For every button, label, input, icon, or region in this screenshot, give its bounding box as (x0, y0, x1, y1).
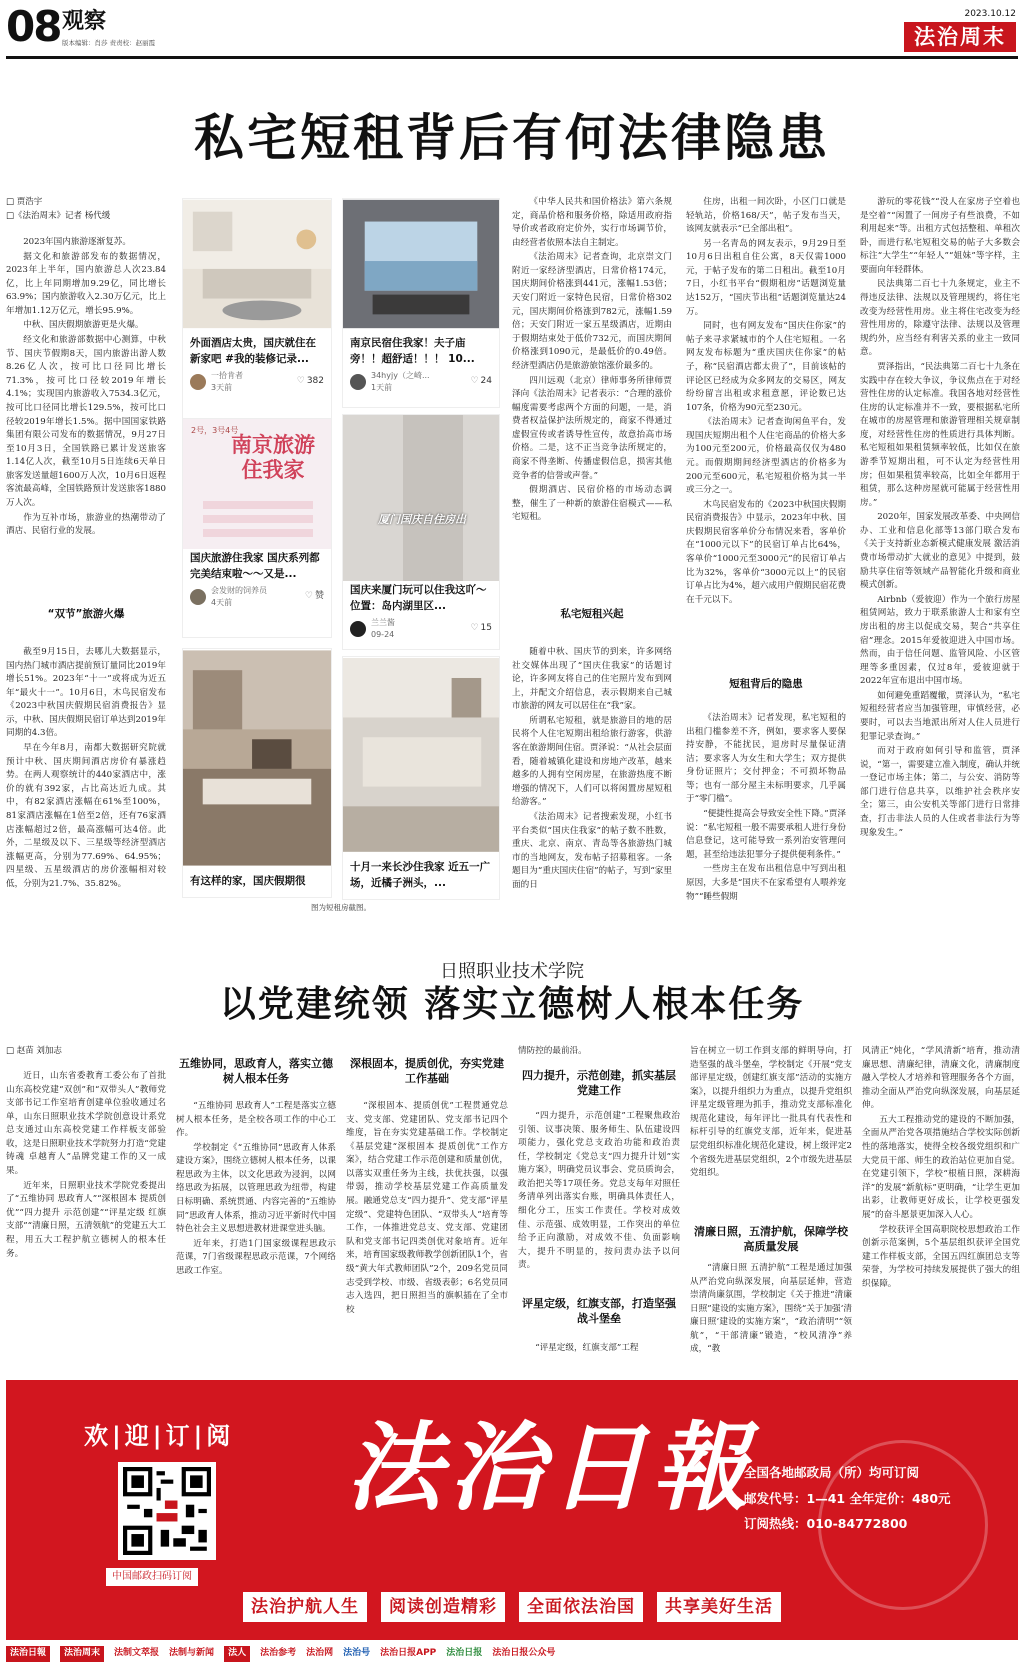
article2-title: 以党建统领 落实立德树人根本任务 (219, 983, 805, 1025)
subhead-four-abilities: 四力提升，示范创建，抓实基层党建工作 (522, 1069, 676, 1098)
article2-col6 (862, 1045, 1020, 1360)
post-title: 有这样的家，国庆假期很 (190, 875, 306, 888)
avatar (190, 374, 206, 390)
info-line: 全国各地邮政局（所）均可订阅 (744, 1465, 920, 1480)
brand-logo: 法治周末 (904, 22, 1016, 52)
paragraph: 中秋、国庆假期旅游更是火爆。 (23, 320, 144, 331)
article2-col4 (518, 1110, 680, 1278)
paragraph: 四川远观（北京）律师事务所律师贾泽向《法治周末》记者表示：“合理的涨价幅度需要考虑两个方面的问题，一是，消费者权益保护法所规定的，商家不得通过虚假宣传或者诱导性宣传，故意抬高市场价格。二是，这不正当竞争法所规定的，商家不得垄断、传播虚假信息，损害其他竞争者的信誉或声誉。” (512, 375, 672, 481)
footer-logo: 法制与新闻 (169, 1648, 215, 1659)
article2-col5b (690, 1262, 852, 1360)
post-user: 一拾肯者 (211, 370, 243, 380)
post-tile (182, 198, 332, 420)
paragraph: 近年来，打造1门国家级课程思政示范课，7门省级课程思政示范课，7个网络思政工作室。 (176, 1238, 336, 1276)
paragraph: 住房，出租一间次卧，小区门口就是轻轨站，价格168/天”，帖子发布当天，该网友就表示“已全部出租”。 (686, 197, 846, 235)
subhead-clean-rizhao: 清廉日照，五清护航，保障学校高质量发展 (694, 1225, 848, 1254)
ad-welcome: 欢|迎|订|阅 (84, 1422, 235, 1450)
footer-logo: 法治日报公众号 (492, 1648, 556, 1659)
post-tile (342, 414, 500, 650)
article1-col3 (512, 196, 672, 566)
paragraph: 近日，山东省委教育工委公布了首批山东高校党建“双创”和“双带头人”教师党支部书记工作室培育创建单位验收通过名单，山东日照职业技术学院创意设计系党总支通过山东高校党建工作样板支部验收，这是日照职业技术学院努力打造“党建铸魂 卓越育人”品牌党建工作的又一成果。 (6, 1071, 166, 1177)
article2-col3 (346, 1100, 508, 1360)
sea-view-photo (343, 199, 499, 329)
paragraph: 旨在树立一切工作到支部的鲜明导向，打造坚强的战斗堡垒，学校制定《开展“党支部评星定级，创建红旗支部”活动的实施方案》，以提升组织力为重点，以提升党组织评星定级管理为抓手，推动党支部标准化规范化建设，每年评比一批具有代表性和标杆引导的红旗党支部，近年来，促进基层党组织标准化规范化建设，树上级评定2个省级先进基层党组织，2个市级先进基层党组织。 (690, 1046, 852, 1179)
paragraph: 而对于政府如何引导和监管，贾泽说，“第一，需要建立准入制度，确认并统一登记市场主体；第二，与公安、消防等部门进行信息共享，以维护社会秩序安全；第三，由公安机关等部门进行日常排查，打击非法人员的人住或者非法行为等现象发生。” (860, 746, 1020, 838)
post-time: 09-24 (371, 629, 395, 639)
article2-col4-lead (518, 1045, 680, 1061)
info-line: 邮发代号：1—41 全年定价：480元 (744, 1490, 951, 1506)
like-count: ♡ 赞 (304, 590, 324, 601)
post-title: 南京民宿住我家！夫子庙旁！！超舒适！！！ 10... (350, 337, 475, 366)
paragraph: 五大工程推动党的建设的不断加强，全面从严治党各项措施结合学校实际创新性的落地落实，使得全校各级党组织和广大党员干部、师生的政治站位更加自觉。在党建引领下，学校“根植日照，深耕海洋”的发展“新航标”更明确，“让学生更加出彩，让教师更好成长，让学校更强发展”的奋斗愿景更加深入人心。 (862, 1114, 1020, 1220)
avatar (350, 621, 366, 637)
byline-line: □ 贾浩宇 (6, 197, 43, 207)
like-count: ♡ 382 (296, 376, 324, 387)
post-tile (342, 198, 500, 408)
article2-col5 (690, 1045, 852, 1223)
paragraph: 随着中秋、国庆节的到来，许多网络社交媒体出现了“国庆住我家”的话题讨论，许多网友将自己的住宅照片发布到网上，并配文介绍信息，表示假期来自己城市旅游的网友可以居住在“我”家。 (512, 647, 672, 712)
slogan-row (6, 1592, 1018, 1622)
paragraph: 《中华人民共和国价格法》第六条规定，商品价格和服务价格，除适用政府指导价或者政府定价外，实行市场调节价，由经营者依照本法自主制定。 (512, 197, 672, 248)
paragraph: “评星定级，红旗支部”工程 (535, 1343, 639, 1353)
article1-col1 (6, 236, 166, 578)
subhead-deep-roots: 深根固本，提质创优，夯实党建工作基础 (350, 1057, 504, 1086)
footer-logo: 法制文萃报 (114, 1648, 160, 1659)
article2-col1 (6, 1070, 166, 1360)
heart-icon: ♡ (470, 622, 479, 633)
footer-logo: 法治周末 (60, 1646, 104, 1662)
post-tile (182, 418, 332, 638)
post-title: 国庆来厦门玩可以住我这吖～ 位置：岛内湖里区... (350, 584, 487, 612)
article2-byline: □ 赵苗 刘加志 (6, 1046, 62, 1056)
post-title: 外面酒店太贵，国庆就住在新家吧 #我的装修记录... (190, 337, 316, 366)
heart-icon: ♡ (296, 376, 305, 387)
editor-credits: 版本编辑：肖莎 责责校：赵丽霞 (62, 39, 156, 47)
paragraph: 《法治周末》记者搜索发现，小红书平台类似“国庆住我家”的帖子数不胜数，重庆、北京、南京、青岛等各旅游热门城市的当地网友，发布帖子招募租客。一条题目为“重庆国庆住宿”的帖子，写到“家里面的日 (512, 811, 672, 890)
byline-line: □《法治周末》记者 杨代缓 (6, 210, 111, 221)
living-room-photo (183, 199, 331, 329)
footer-logo-strip (6, 1644, 1018, 1664)
paragraph: 2020年，国家发展改革委、中央网信办、工业和信息化部等13部门联合发布《关于支持新业态新模式健康发展 激活消费市场带动扩大就业的意见》中提到，鼓励共享住宿等领域产品智能化升级和商业模式创新。 (860, 512, 1020, 591)
paragraph: “清廉日照 五清护航”工程是通过加强从严治党向纵深发展，向基层延伸，营造崇清尚廉氛围，学校制定《关于推进“清廉日照”建设的实施方案》，围绕“关于加强‘清廉日照’建设的实施方案”，“政治清明”“领航”，“干部清廉”锻造，“校风清净”养成，“教 (690, 1263, 852, 1355)
page-number: 08 (6, 2, 61, 51)
poster-dates: 2号，3号4号 (191, 426, 239, 435)
footer-logo: 法人 (224, 1646, 250, 1662)
paragraph: 2023年国内旅游逐渐复苏。 (23, 237, 131, 247)
subhead-festival-travel: “双节”旅游火爆 (47, 608, 125, 620)
paragraph: 风清正”炖化，“学风清新”培育，推动清廉思想、清廉纪律，清廉文化，清廉制度融入学校人才培养和管理服务各个方面，推动全面从严治党向纵深发展，向基层延伸。 (862, 1046, 1020, 1111)
avatar (190, 589, 206, 605)
article2-col4b (518, 1342, 680, 1358)
footer-logo: 法治日报 (446, 1648, 483, 1659)
article1-col4 (686, 196, 846, 628)
paragraph: 据文化和旅游部发布的数据情况，2023年上半年，国内旅游总人次23.84亿，比上年同期增加9.29亿，同比增长63.9%；国内旅游收入2.30万亿元，比上年增加1.12万亿元，增长95.9%。 (6, 251, 166, 316)
article1-col5 (860, 196, 1020, 924)
photo-overlay-text: 厦门国庆自住房出 (378, 513, 466, 526)
paragraph: 另一名青岛的网友表示，9月29日至10月6日出租自住公寓，8天仅需1000元，于帖子发布的第二日租出。截至10月7日，小红书平台“假期租房”话题浏览量达152万，“国庆节出租”话题浏览量达24万。 (686, 238, 846, 317)
subhead-five-dimension: 五维协同，思政育人，落实立德树人根本任务 (179, 1057, 333, 1086)
article1-byline (6, 196, 166, 223)
info-line: 订阅热线：010-84772800 (744, 1516, 908, 1532)
paragraph: 木鸟民宿发布的《2023中秋国庆假期民宿消费报告》中显示，2023年中秋、国庆假期民宿客单价分布情况来看，客单价在“1000元以下”的民宿订单占比64%，客单价“1000元至3000元”的民宿订单占比为32%，客单价“3000元以上”的民宿订单占比为4%，超六成用户假期民宿花费在千元以下。 (686, 499, 846, 605)
paragraph: 近年来，日照职业技术学院党委提出了“五维协同 思政育人”“深根固本 提质创优”“四力提升 示范创建”“评星定级 红旗支部”“清廉日照，五清领航”的党建五大工程，用五大工程护航立德树人的根本任务。 (6, 1180, 166, 1259)
paragraph: 《法治周末》记者发现，私宅短租的出租门槛参差不齐，例如，要求客人要保持安静，不能扰民，退房时尽量保证清洁；要求客人为女生和大学生；双方提供身份证照片；交付押金；不可损坏物品等；也有一部分屋主未标明要求，几乎属于“零门槛”。 (686, 713, 846, 805)
article2-kicker: 日照职业技术学院 (440, 961, 584, 982)
heart-icon: ♡ (470, 376, 479, 387)
subhead-red-flag: 评星定级，红旗支部，打造坚强战斗堡垒 (522, 1297, 676, 1326)
post-user: 会发财的饲养员 (211, 585, 267, 595)
post-title: 国庆旅游住我家 国庆系列都完美结束啦～～又是... (190, 552, 320, 580)
article2-col2 (176, 1100, 336, 1360)
newspaper-logo: 法治日報 (346, 1411, 754, 1524)
post-meta (183, 585, 331, 610)
paragraph: 截至9月15日，去哪儿大数据显示，国内热门城市酒店提前预订量同比2019年增长51%。2023年“十一”或将成为近五年“最火十一”。10月6日，木鸟民宿发布《2023中秋国庆假期民宿消费报告》显示，中秋、国庆假期民宿订单达到2019年同期的4.3倍。 (6, 647, 166, 739)
footer-logo: 法治网 (306, 1648, 334, 1659)
paragraph: 一些房主在发布出租信息中写到出租原因，大多是“国庆不在家希望有人喂养宠物”“睡些假期 (686, 864, 846, 902)
slogan: 全面依法治国 (519, 1592, 643, 1622)
paragraph: Airbnb（爱彼迎）作为一个旅行房屋租赁网站，致力于联系旅游人士和家有空房出租的房主以促成交易，契合“共享住宿”理念。2015年爱彼迎进入中国市场。然而，由于信任问题、监管风险、小区管理等多重因素，仅过8年，爱彼迎就于2022年宣布退出中国市场。 (860, 594, 1020, 687)
changsha-room-photo (343, 657, 499, 853)
image-caption: 图为短租房截图。 (311, 903, 371, 912)
paragraph: 情防控的最前沿。 (518, 1046, 587, 1056)
slogan: 法治护航人生 (243, 1592, 367, 1622)
xiamen-room-photo (343, 415, 499, 581)
footer-logo: 法治日報 (6, 1646, 50, 1662)
paragraph: 贾泽指出，“民法典第二百七十九条在实践中存在较大争议，争议焦点在于对经营性住房的认定标准。我国各地对经营性住房的认定标准并不一致，要根据私宅所在城市的房屋管理和旅游管理相关规章制度，对经营性住房的性质进行具体判断。私宅短租如果租赁频率较低，比如仅在旅游季节短期出租，可不认定为经营性用房；但如果租赁率较高，比如全年都用于租赁，那么这种房屋就可能属于经营性用房。” (860, 361, 1020, 508)
article1-col3b (512, 646, 672, 922)
heart-icon: ♡ (304, 590, 313, 601)
paragraph: 学校制定《“五维协同”思政育人体系建设方案》，围绕立德树人根本任务，以课程思政为主体，以文化思政为浸润，以网络思政为拓展，以管理思政为纽带，构建日标明确、系统贯通、内容完善的“五维协同”思政育人体系，推动习近平新时代中国特色社会主义思想进教材进课堂进头脑。 (176, 1142, 336, 1235)
issue-date: 2023.10.12 (964, 9, 1016, 19)
slogan: 共享美好生活 (657, 1592, 781, 1622)
header-rule (6, 56, 1018, 59)
poster-title: 南京旅游住我家 (231, 433, 315, 483)
paragraph: 早在今年8月，南都大数据研究院就预计中秋、国庆期间酒店房价有暴涨趋势。在两人观察统计的440家酒店中，涨价的就有392家，占比高达近九成。其中，有82家酒店涨幅在61%至100%，81家酒店涨幅在1倍至2倍，还有76家酒店涨幅超过2倍，最高涨幅可达4倍。此外，二星级及以下、三星级等经济型酒店涨幅更高，分别为77.69%、64.95%；四星级、五星级酒店的房价涨幅相对较低，分别为21.7%、35.82%。 (6, 743, 166, 889)
subhead-hidden-risks: 短租背后的隐患 (729, 678, 803, 690)
article1-col1b (6, 646, 166, 926)
article1-title: 私宅短租背后有何法律隐患 (194, 108, 830, 167)
post-meta (343, 617, 499, 642)
paragraph: “便捷性提高会导致安全性下降。”贾泽说：“私宅短租一般不需要承租人进行身份信息登记，这可能导致一系列治安管理问题，甚至给违法犯罪分子提供便利条件。” (686, 809, 846, 860)
paragraph: “五维协同 思政育人”工程是落实立德树人根本任务，是全校各项工作的中心工作。 (176, 1101, 336, 1139)
paragraph: 假期酒店、民宿价格的市场动态调整，催生了一种新的旅游住宿模式——私宅短租。 (512, 485, 672, 523)
qr-label: 中国邮政扫码订阅 (106, 1568, 198, 1586)
paragraph: 经文化和旅游部数据中心测算，中秋节、国庆节假期8天，国内旅游出游人数8.26亿人次，按可比口径同比增长71.3%，按可比口径较2019年增长4.1%；实现国内旅游收入7534.3亿元，按可比口径同比增长129.5%，按可比口径较2019年增长1.5%。据中国国家铁路集团有限公司发布的数据情况，9月27日至10月3日，全国铁路已累计发送旅客1.14亿人次，截至10月5日连续6天单日旅客发送量超1600万人次，10月6日返程客流最高峰，全国铁路预计发送旅客1880万人次。 (6, 335, 166, 508)
paragraph: 作为互补市场，旅游业的热潮带动了酒店、民宿行业的发展。 (6, 512, 166, 537)
section-title: 观察 (62, 8, 107, 34)
paragraph: “四力提升，示范创建”工程聚焦政治引领、议事决策、服务师生、队伍建设四项能力，强化党总支政治功能和政治责任，学校制定《党总支“四力提升计划”实施方案》，明确党员议事会、党员质询会，政治把关等17项任务。党总支每年对照任务清单列出落实台账，明确具体责任人，细化分工，压实工作责任。学校对成效佳、示范强、成效明显，工作突出的单位给予正向激励，对成效不佳、负面影响大，提升不明显的，按问责办法予以问责。 (518, 1111, 680, 1271)
post-meta (183, 370, 331, 395)
subscription-info (744, 1460, 951, 1537)
qr-code-icon (123, 1467, 211, 1555)
post-tile (342, 656, 500, 900)
subscription-ad (6, 1380, 1018, 1640)
post-user: 34hyjy（之崎... (371, 370, 430, 380)
subhead-private-rental-rise: 私宅短租兴起 (560, 608, 624, 620)
paragraph: 学校获评全国高职院校思想政治工作创新示范案例，5个基层组织获评全国党建工作样板支部，全国五四红旗团总支等荣誉，为学校可持续发展提供了强大的组织保障。 (862, 1224, 1020, 1289)
slogan: 阅读创造精彩 (381, 1592, 505, 1622)
nanjing-poster (183, 419, 331, 549)
apartment-photo (183, 649, 331, 867)
qr-code[interactable] (118, 1462, 216, 1560)
post-user: 兰兰酱 (371, 617, 395, 627)
post-time: 1天前 (371, 383, 393, 393)
like-count: ♡ 15 (470, 622, 492, 633)
footer-logo: 法治日报APP (380, 1648, 437, 1659)
post-meta (343, 370, 499, 395)
post-time: 3天前 (211, 383, 233, 393)
paragraph: 游玩的零花钱”“没人在家房子空着也是空着”“闲置了一间房子有些浪费，不如利用起来”等。出租方式包括整租、单租次卧，而进行私宅短租交易的帖子大多数会标注“大学生”“年轻人”“姐妹”等字样，主要面向年轻群体。 (860, 197, 1020, 275)
avatar (350, 374, 366, 390)
paragraph: 《法治周末》记者查询闲鱼平台，发现国庆短期出租个人住宅商品的价格大多为100元至200元，价格最高仅仅为480元。而假期期间经济型酒店的价格多为200元至600元，私宅短租价格为其一半或三分之一。 (686, 417, 846, 496)
paragraph: 同时，也有网友发布“国庆住你家”的帖子来寻求紧城市的个人住宅短租。一名网友发布标题为“重庆国庆住你家”的帖子，称“民宿酒店都太贵了”，目前该帖的评论区已经成为众多网友的交易区，网友纷纷留言出租或求租意愿，评论数已达107条，价格为90元至230元。 (686, 321, 846, 413)
paragraph: 如何避免重蹈覆辙，贾泽认为，“私宅短租经营者应当加强管理，审慎经营，必要时，可以去当地派出所对人住人员进行犯罪记录查询。” (860, 690, 1020, 742)
paragraph: 民法典第二百七十九条规定，业主不得违反法律、法规以及管理规约，将住宅改变为经营性用房。业主将住宅改变为经营性用房的，除遵守法律、法规以及管理规约外，应当经有利害关系的业主一致同意。 (860, 279, 1020, 358)
paragraph: 所谓私宅短租，就是旅游目的地的居民将个人住宅短期出租给旅行游客，供游客在旅游期间住宿。贾泽说：“从社会层面看，随着城镇化建设和房地产改革，越来越多的人拥有空闲房屋，在旅游热度不断增强的情况下，人们可以将闲置房屋短租给游客。” (512, 715, 672, 808)
post-title: 十月一来长沙住我家 近五一广场，近橘子洲头，... (350, 861, 491, 890)
like-count: ♡ 24 (470, 376, 492, 387)
footer-logo: 法治参考 (260, 1648, 297, 1659)
article1-col4b (686, 712, 846, 924)
post-tile (182, 648, 332, 898)
post-time: 4天前 (211, 597, 233, 607)
footer-logo: 法治号 (343, 1648, 371, 1659)
paragraph: 《法治周末》记者查询，北京崇文门附近一家经济型酒店，日常价格174元，国庆期间价格涨到441元，涨幅1.53倍；天安门附近一家特色民宿，日常价格302元，国庆期间价格涨到782元，涨幅1.59倍；天安门附近一家五星级酒店，近期由于假期结束处于低价732元，而国庆期间价格涨到1090元，是最低价的0.49倍。经济型酒店仍是旅游旅馆涨价最多的。 (512, 252, 672, 371)
paragraph: “深根固本、提质创优”工程贯通党总支、党支部、党建团队、党支部书记四个维度，旨在夯实党建基础工作。学校制定《基层党建“深根固本 提质创优”工作方案》，结合党建工作示范创建和质量创优，以落实双重任务为主线，扶优扶强，以强带弱，推动学校基层党建工作高质量发展。融通党总支“四力提升”、党支部“评星定级”、党建特色团队、“双带头人”培育等工作，一体推进党总支、党支部、党建团队和党支部书记四类创优对象培育。近年来，培育国家级教师教学创新团队1个，省级“黄大年式教师团队”2个，209名党员同志受到学校、市级、省级表彰；6名党员同志入选四，把日照担当的旗帜插在了全市校 (346, 1101, 508, 1315)
